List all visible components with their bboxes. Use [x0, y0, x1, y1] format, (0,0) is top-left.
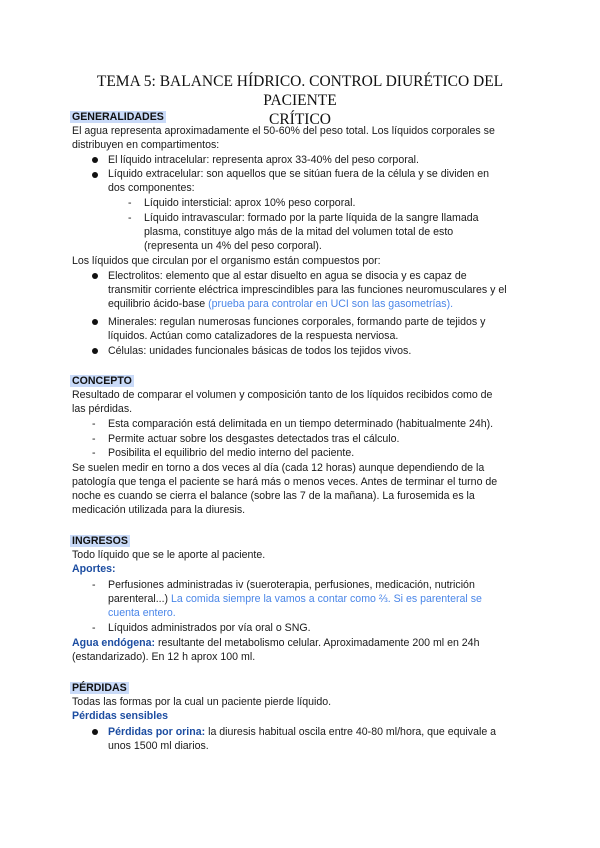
section-heading-generalidades: GENERALIDADES: [72, 111, 164, 123]
list-item-cont: [108, 592, 482, 606]
list-item: Posibilita el equilibrio del medio interno del paciente.: [108, 447, 355, 459]
dash-icon: -: [92, 622, 96, 634]
bullet-icon: [92, 172, 98, 178]
list-item: Células: unidades funcionales básicas de todos los tejidos vivos.: [108, 345, 412, 357]
section-heading-ingresos: INGRESOS: [72, 535, 128, 547]
paragraph-line: distribuyen en compartimentos:: [72, 139, 220, 151]
list-item-cont: unos 1500 ml diarios.: [108, 740, 209, 752]
list-item: Perfusiones administradas iv (sueroterapia, perfusiones, medicación, nutrición: [108, 579, 475, 591]
dash-icon: -: [92, 579, 96, 591]
list-item: [108, 725, 496, 739]
paragraph-line: Resultado de comparar el volumen y composición tanto de los líquidos recibidos como de: [72, 389, 493, 401]
bullet-icon: [92, 273, 98, 279]
paragraph-line: las pérdidas.: [72, 403, 133, 415]
dash-icon: -: [128, 212, 132, 224]
sub-item: Líquido intersticial: aprox 10% peso corporal.: [144, 197, 356, 209]
paragraph-line: noche es cuando se cierra el balance (sobre las 7 de la mañana). La furosemida es la: [72, 490, 475, 502]
bullet-icon: [92, 157, 98, 163]
term-perdidas-orina: Pérdidas por orina:: [108, 726, 206, 738]
paragraph-line: Los líquidos que circulan por el organismo están compuestos por:: [72, 255, 381, 267]
dash-icon: -: [92, 418, 96, 430]
paragraph-line: patología que tenga el paciente se hará más o menos veces. Antes de terminar el turno de: [72, 476, 498, 488]
sub-item-cont: plasma, constituye algo más de la mitad del volumen total de esto: [144, 226, 454, 238]
dash-icon: -: [128, 197, 132, 209]
list-item-cont: transmitir corriente eléctrica imprescindibles para las funciones neuromusculares y el: [108, 284, 507, 296]
list-item: Líquidos administrados por vía oral o SNG.: [108, 622, 311, 634]
list-item: Minerales: regulan numerosas funciones corporales, formando parte de tejidos y: [108, 316, 486, 328]
sub-item-cont: (representa un 4% del peso corporal).: [144, 240, 322, 252]
term-agua-endogena: Agua endógena:: [72, 637, 155, 649]
list-item-cont: dos componentes:: [108, 182, 195, 194]
section-heading-perdidas: PÉRDIDAS: [72, 682, 127, 694]
list-item: Permite actuar sobre los desgastes detectados tras el cálculo.: [108, 433, 400, 445]
list-item-cont: líquidos. Actúan como catalizadores de la respuesta nerviosa.: [108, 330, 399, 342]
list-item: Electrolitos: elemento que al estar disuelto en agua se disocia y es capaz de: [108, 270, 467, 282]
subheading-perdidas-sensibles: Pérdidas sensibles: [72, 710, 168, 722]
sub-item: Líquido intravascular: formado por la parte líquida de la sangre llamada: [144, 212, 479, 224]
section-heading-concepto: CONCEPTO: [72, 375, 132, 387]
title-line-2: CRÍTICO: [269, 111, 331, 128]
bullet-icon: [92, 348, 98, 354]
text-run: la diuresis habitual oscila entre 40-80 ml/hora, que equivale a: [205, 726, 497, 738]
text-run: parenteral...): [108, 593, 172, 605]
bullet-icon: [92, 319, 98, 325]
paragraph-line: medicación utilizada para la diuresis.: [72, 504, 246, 516]
paragraph-line: Se suelen medir en torno a dos veces al día (cada 12 horas) aunque dependiendo de la: [72, 462, 485, 474]
note-text: (prueba para controlar en UCI son las gasometrías).: [208, 298, 454, 310]
text-run: resultante del metabolismo celular. Aproximadamente 200 ml en 24h: [155, 637, 480, 649]
dash-icon: -: [92, 433, 96, 445]
paragraph-line: El agua representa aproximadamente el 50-60% del peso total. Los líquidos corporales se: [72, 125, 495, 137]
title-line-1: TEMA 5: BALANCE HÍDRICO. CONTROL DIURÉTICO DEL PACIENTE: [96, 73, 504, 109]
paragraph-line: Todas las formas por la cual un paciente pierde líquido.: [72, 696, 332, 708]
text-run: equilibrio ácido-base: [108, 298, 209, 310]
note-text: cuenta entero.: [108, 607, 176, 619]
dash-icon: -: [92, 447, 96, 459]
list-item: El líquido intracelular: representa aprox 33-40% del peso corporal.: [108, 154, 419, 166]
bullet-icon: [92, 729, 98, 735]
list-item-cont: [108, 297, 453, 311]
paragraph-line: (estandarizado). En 12 h aprox 100 ml.: [72, 651, 256, 663]
subheading-aportes: Aportes:: [72, 563, 116, 575]
paragraph-line: [72, 636, 479, 650]
paragraph-line: Todo líquido que se le aporte al paciente.: [72, 549, 266, 561]
list-item: Esta comparación está delimitada en un tiempo determinado (habitualmente 24h).: [108, 418, 494, 430]
note-text: La comida siempre la vamos a contar como ⅔. Si es parenteral se: [171, 593, 482, 605]
list-item: Líquido extracelular: son aquellos que se sitúan fuera de la célula y se dividen en: [108, 168, 490, 180]
